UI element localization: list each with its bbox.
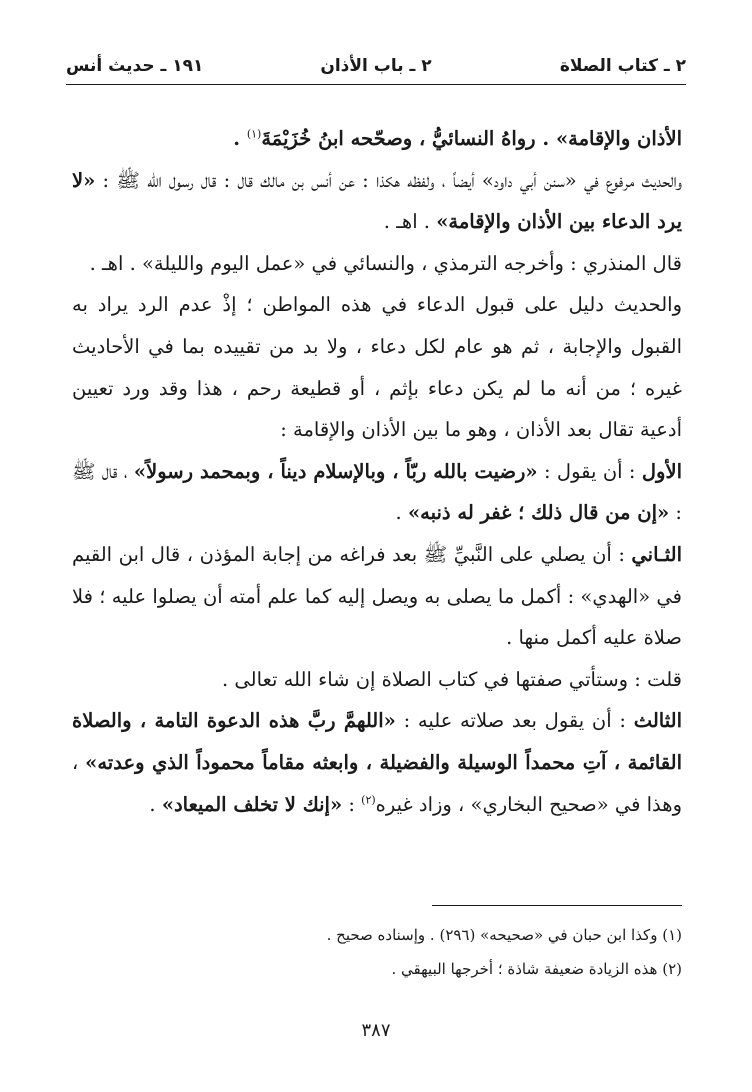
footnote-ref-2[interactable]: (٢) (361, 793, 376, 806)
page-number: ٣٨٧ (361, 1020, 391, 1041)
first-text-2: ، قال ﷺ : (72, 459, 682, 525)
second-text: : أن يصلي على النَّبيِّ ﷺ بعد فراغه من إجابة المؤذن ، قال ابن القيم في «الهدي» : أكمل ما يصلى به ويصل إليه كما علم أمته أن يصلوا عليه ؛ فلا صلاة عليه أكمل منها . (72, 542, 682, 650)
footnote-2: (٢) هذه الزيادة ضعيفة شاذة ؛ أخرجها البيهقي . (391, 960, 682, 978)
paragraph-narration (72, 118, 682, 160)
first-label: الأول (641, 459, 682, 483)
paragraph-abu-dawud (72, 160, 682, 243)
first-quote-1: «رضيت بالله ربّاً ، وبالإسلام ديناً ، وبمحمد رسولاً» (133, 459, 538, 483)
footnote-1: (١) وكذا ابن حبان في «صحيحه» (٢٩٦) . وإسناده صحيح . (326, 926, 682, 944)
third-colon: : (342, 792, 362, 816)
footnote-divider (432, 905, 682, 906)
hadith-quote: «لا يرد الدعاء بين الأذان والإقامة» (72, 168, 682, 234)
first-text: : أن يقول : (537, 459, 642, 483)
paragraph-first (72, 451, 682, 534)
paragraph-mundhiri: قال المنذري : وأخرجه الترمذي ، والنسائي في «عمل اليوم والليلة» . اهـ . (89, 251, 682, 275)
header-hadith-title: ١٩١ ـ حديث أنس (66, 56, 204, 76)
paragraph-commentary: والحديث دليل على قبول الدعاء في هذه المواطن ؛ إذْ عدم الرد يراد به القبول والإجابة ، ثم هو عام لكل دعاء ، ولا بد من تقييده بما في الأحاديث غيره ؛ من أنه ما لم يكن دعاء بإثم ، أو قطيعة رحم ، هذا وقد ورد تعيين أدعية تقال بعد الأذان ، وهو ما بين الأذان والإقامة : (72, 293, 682, 442)
second-label: الثـاني (631, 542, 682, 566)
third-text-2: ، وهذا في «صحيح البخاري» ، وزاد غيره (72, 750, 682, 816)
third-quote: «اللهمَّ ربَّ هذه الدعوة التامة ، والصلاة القائمة ، آتِ محمداً الوسيلة والفضيلة ، وابعثه مقاماً محموداً الذي وعدته» (72, 709, 682, 774)
abu-dawud-text: والحديث مرفوع في «سنن أبي داود» أيضاً ، ولفظه هكذا : عن أنس بن مالك قال : قال رسول الله ﷺ : (95, 168, 682, 192)
narration-end: . (233, 127, 247, 150)
header-book-title: ٢ ـ كتاب الصلاة (559, 56, 686, 76)
paragraph-third (72, 700, 682, 825)
third-label: الثالث (633, 709, 682, 733)
running-header (66, 50, 686, 85)
abu-dawud-end: . اهـ . (383, 210, 437, 234)
paragraph-second (72, 534, 682, 659)
header-chapter-title: ٢ ـ باب الأذان (320, 56, 432, 76)
footnotes (72, 918, 682, 986)
main-text (72, 118, 682, 825)
third-text: : أن يقول بعد صلاته عليه : (395, 709, 634, 733)
third-end: . (149, 792, 162, 816)
third-quote-2: «إنك لا تخلف الميعاد» (161, 792, 343, 816)
narration-text: الأذان والإقامة» . رواهُ النسائيُّ ، وصحّحه ابنُ خُزَيْمَةَ (261, 127, 682, 150)
paragraph-qult: قلت : وستأتي صفتها في كتاب الصلاة إن شاء الله تعالى . (222, 667, 682, 691)
footnote-ref-1[interactable]: (١) (246, 127, 262, 141)
first-end: . (395, 501, 408, 525)
first-quote-2: «إن من قال ذلك ؛ غفر له ذنبه» (407, 501, 670, 525)
